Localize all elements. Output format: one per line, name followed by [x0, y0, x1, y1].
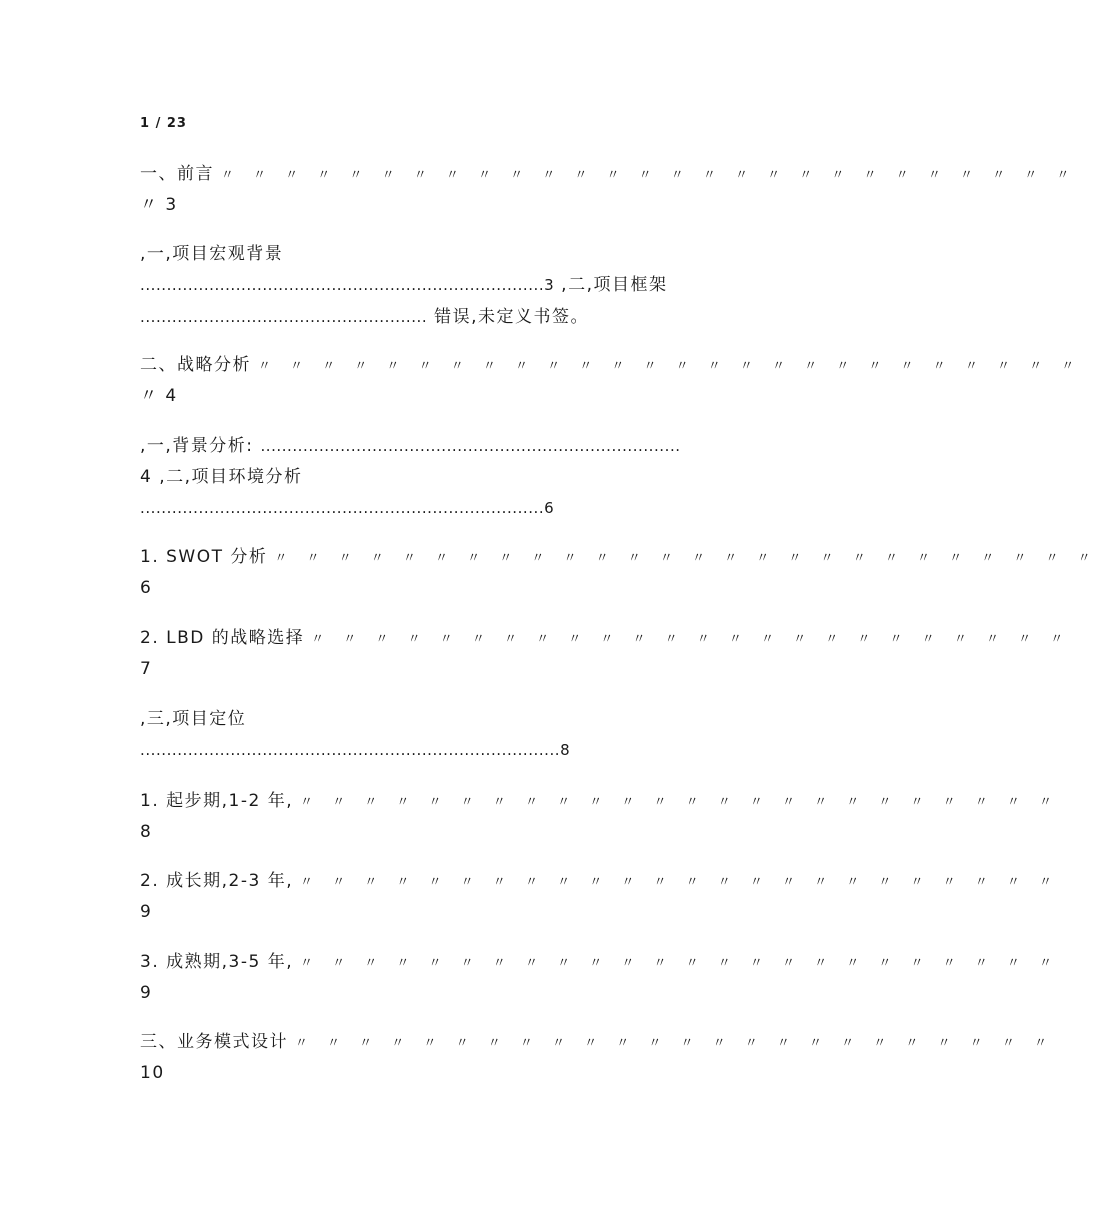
- toc-entry-background-analysis[interactable]: [140, 434, 681, 458]
- toc-entry-page: 〃 3: [140, 195, 178, 215]
- toc-leader-marks: 〃 〃 〃 〃 〃 〃 〃 〃 〃 〃 〃 〃 〃 〃 〃 〃 〃 〃 〃 〃 〃 〃 〃 〃: [300, 795, 1060, 810]
- toc-entry-business-model[interactable]: [140, 1030, 1054, 1056]
- toc-entry-title: 2. 成长期,2-3 年,: [140, 871, 294, 891]
- toc-leader-dots: ...............................................................................: [260, 437, 681, 455]
- toc-entry-leader-line: [140, 273, 667, 297]
- toc-entry-title: 三、业务模式设计: [140, 1032, 288, 1052]
- toc-entry-leader-line: [140, 496, 554, 520]
- toc-entry-page: 〃 4: [140, 386, 178, 406]
- toc-leader-dots: ............................................................................3: [140, 276, 555, 294]
- toc-leader-marks: 〃 〃 〃 〃 〃 〃 〃 〃 〃 〃 〃 〃 〃 〃 〃 〃 〃 〃 〃 〃 〃 〃 〃 〃 〃 〃 〃: [220, 168, 1077, 183]
- toc-entry-title: 二、战略分析: [140, 355, 251, 375]
- toc-leader-marks: 〃 〃 〃 〃 〃 〃 〃 〃 〃 〃 〃 〃 〃 〃 〃 〃 〃 〃 〃 〃 〃 〃 〃 〃: [294, 1036, 1055, 1051]
- toc-error-text: 错误,未定义书签。: [427, 307, 589, 327]
- toc-entry-page: 9: [140, 983, 153, 1003]
- toc-leader-dots: ...............................................................................8: [140, 741, 571, 759]
- toc-entry-title: 一、前言: [140, 164, 214, 184]
- toc-entry-page: 9: [140, 902, 153, 922]
- toc-entry-page: 6: [140, 578, 153, 598]
- toc-entry-leader-line: [140, 305, 589, 329]
- toc-entry-environment-analysis[interactable]: 4 ,二,项目环境分析: [140, 467, 303, 487]
- toc-entry-page: 10: [140, 1063, 165, 1083]
- toc-entry-leader-line: [140, 738, 570, 762]
- toc-leader-dots: ......................................................: [140, 308, 428, 326]
- toc-entry-startup-phase[interactable]: [140, 789, 1060, 815]
- toc-entry-title: 3. 成熟期,3-5 年,: [140, 952, 294, 972]
- toc-leader-dots: ............................................................................6: [140, 499, 555, 517]
- toc-entry-positioning[interactable]: ,三,项目定位: [140, 709, 247, 729]
- toc-entry-swot[interactable]: [140, 545, 1098, 571]
- toc-entry-maturity-phase[interactable]: [140, 950, 1060, 976]
- toc-entry-title: 1. 起步期,1-2 年,: [140, 791, 294, 811]
- toc-leader-marks: 〃 〃 〃 〃 〃 〃 〃 〃 〃 〃 〃 〃 〃 〃 〃 〃 〃 〃 〃 〃 〃 〃 〃 〃: [311, 632, 1071, 647]
- page-number: 1 / 23: [140, 116, 187, 131]
- toc-entry-title: 2. LBD 的战略选择: [140, 628, 305, 648]
- toc-entry-strategy-analysis[interactable]: [140, 353, 1082, 379]
- toc-entry-project-framework[interactable]: ,二,项目框架: [554, 275, 668, 295]
- toc-entry-page: 8: [140, 822, 153, 842]
- toc-entry-title: ,一,背景分析:: [140, 436, 261, 456]
- toc-entry-page: 7: [140, 659, 153, 679]
- toc-entry-title: 1. SWOT 分析: [140, 547, 268, 567]
- toc-leader-marks: 〃 〃 〃 〃 〃 〃 〃 〃 〃 〃 〃 〃 〃 〃 〃 〃 〃 〃 〃 〃 〃 〃 〃 〃: [300, 956, 1060, 971]
- toc-leader-marks: 〃 〃 〃 〃 〃 〃 〃 〃 〃 〃 〃 〃 〃 〃 〃 〃 〃 〃 〃 〃 〃 〃 〃 〃 〃 〃: [257, 359, 1082, 374]
- toc-leader-marks: 〃 〃 〃 〃 〃 〃 〃 〃 〃 〃 〃 〃 〃 〃 〃 〃 〃 〃 〃 〃 〃 〃 〃 〃 〃 〃: [274, 551, 1098, 566]
- toc-leader-marks: 〃 〃 〃 〃 〃 〃 〃 〃 〃 〃 〃 〃 〃 〃 〃 〃 〃 〃 〃 〃 〃 〃 〃 〃: [300, 875, 1060, 890]
- toc-entry-growth-phase[interactable]: [140, 869, 1060, 895]
- toc-entry-preface[interactable]: [140, 162, 1077, 188]
- toc-entry-lbd-strategy[interactable]: [140, 626, 1071, 652]
- toc-entry-macro-background[interactable]: ,一,项目宏观背景: [140, 244, 284, 264]
